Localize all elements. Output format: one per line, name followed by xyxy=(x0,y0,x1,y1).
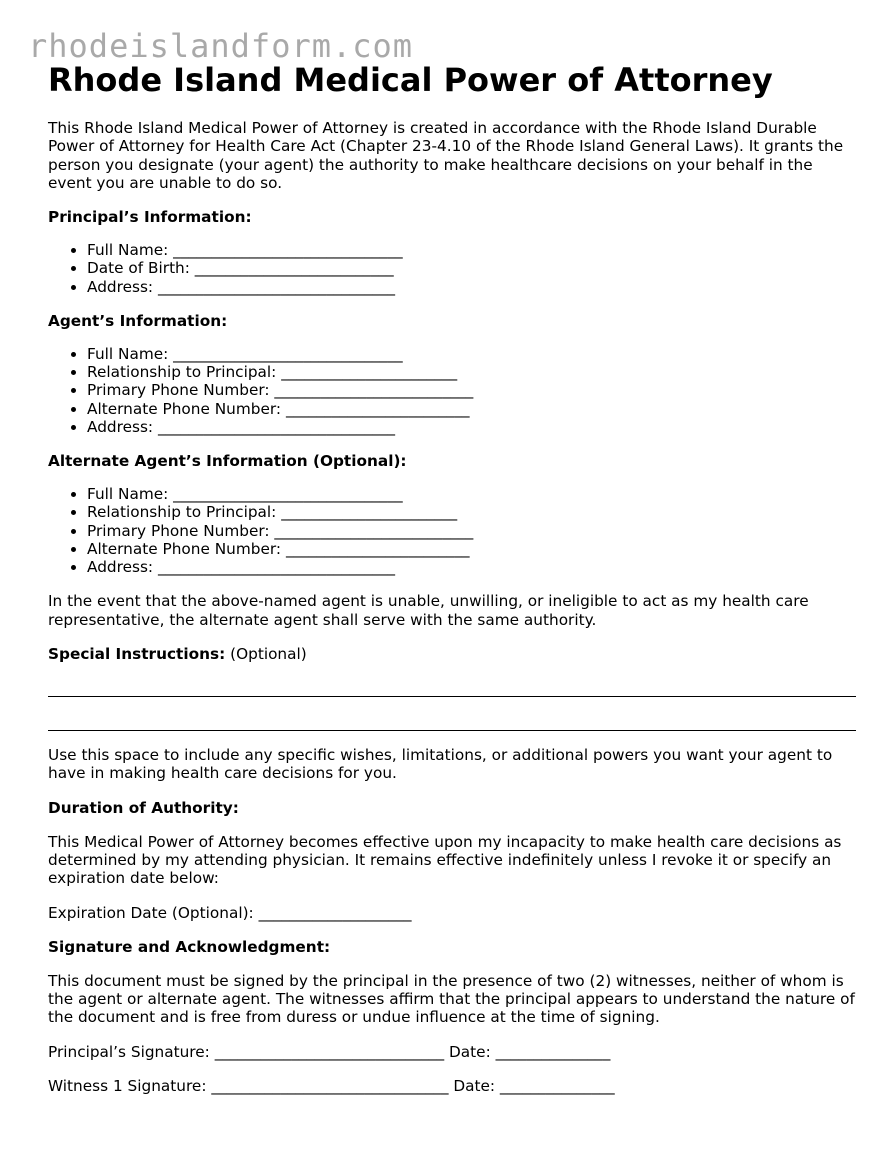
site-watermark: rhodeislandform.com xyxy=(28,27,414,65)
agent-relationship-field[interactable]: • Relationship to Principal: _______________________ xyxy=(87,363,856,381)
duration-paragraph: This Medical Power of Attorney becomes effective upon my incapacity to make health care decisions as determined by my attending physician. It remains effective indefinitely unless I revoke it or specify an expiration date below: xyxy=(48,832,842,888)
principal-dob-field[interactable]: • Date of Birth: __________________________ xyxy=(87,259,856,277)
principal-full-name-field[interactable]: • Full Name: ______________________________ xyxy=(87,241,856,259)
principal-address-field[interactable]: • Address: _______________________________ xyxy=(87,278,856,296)
agent-fields xyxy=(48,345,856,436)
witness-1-signature-line[interactable]: Witness 1 Signature: _______________________________ Date: _______________ xyxy=(48,1076,615,1095)
alternate-agent-fields xyxy=(48,485,856,576)
document-body xyxy=(48,119,856,1095)
principal-signature-line[interactable]: Principal’s Signature: ______________________________ Date: _______________ xyxy=(48,1042,611,1061)
special-instructions-heading: Special Instructions: (Optional) xyxy=(48,644,307,663)
agent-heading: Agent’s Information: xyxy=(48,311,228,330)
special-instructions-note: Use this space to include any specific wishes, limitations, or additional powers you want your agent to have in making health care decisions for you. xyxy=(48,746,833,783)
alternate-agent-alternate-phone-field[interactable]: • Alternate Phone Number: ________________________ xyxy=(87,540,856,558)
agent-full-name-field[interactable]: • Full Name: ______________________________ xyxy=(87,345,856,363)
alternate-agent-address-field[interactable]: • Address: _______________________________ xyxy=(87,558,856,576)
duration-heading: Duration of Authority: xyxy=(48,798,239,817)
alternate-agent-note: In the event that the above-named agent is unable, unwilling, or ineligible to act as my health care representative, the alternate agent shall serve with the same authority. xyxy=(48,592,809,629)
alternate-agent-full-name-field[interactable]: • Full Name: ______________________________ xyxy=(87,485,856,503)
agent-alternate-phone-field[interactable]: • Alternate Phone Number: ________________________ xyxy=(87,400,856,418)
principal-fields xyxy=(48,241,856,296)
alternate-agent-primary-phone-field[interactable]: • Primary Phone Number: __________________________ xyxy=(87,522,856,540)
alternate-agent-heading: Alternate Agent’s Information (Optional): xyxy=(48,452,407,471)
special-instructions-line-2[interactable] xyxy=(48,730,856,731)
document-title: Rhode Island Medical Power of Attorney xyxy=(48,61,773,99)
expiration-date-field[interactable]: Expiration Date (Optional): ____________________ xyxy=(48,903,412,922)
agent-primary-phone-field[interactable]: • Primary Phone Number: __________________________ xyxy=(87,381,856,399)
intro-paragraph: This Rhode Island Medical Power of Attorney is created in accordance with the Rhode Island Durable Power of Attorney for Health Care Act (Chapter 23-4.10 of the Rhode Island General Laws). It grants the person you designate (your agent) the authority to make healthcare decisions on your behalf in the event you are unable to do so. xyxy=(48,119,844,192)
alternate-agent-relationship-field[interactable]: • Relationship to Principal: _______________________ xyxy=(87,503,856,521)
agent-address-field[interactable]: • Address: _______________________________ xyxy=(87,418,856,436)
principal-heading: Principal’s Information: xyxy=(48,208,252,227)
signature-heading: Signature and Acknowledgment: xyxy=(48,937,331,956)
signature-paragraph: This document must be signed by the principal in the presence of two (2) witnesses, neither of whom is the agent or alternate agent. The witnesses affirm that the principal appears to understand the nature of the document and is free from duress or undue influence at the time of signing. xyxy=(48,971,855,1027)
